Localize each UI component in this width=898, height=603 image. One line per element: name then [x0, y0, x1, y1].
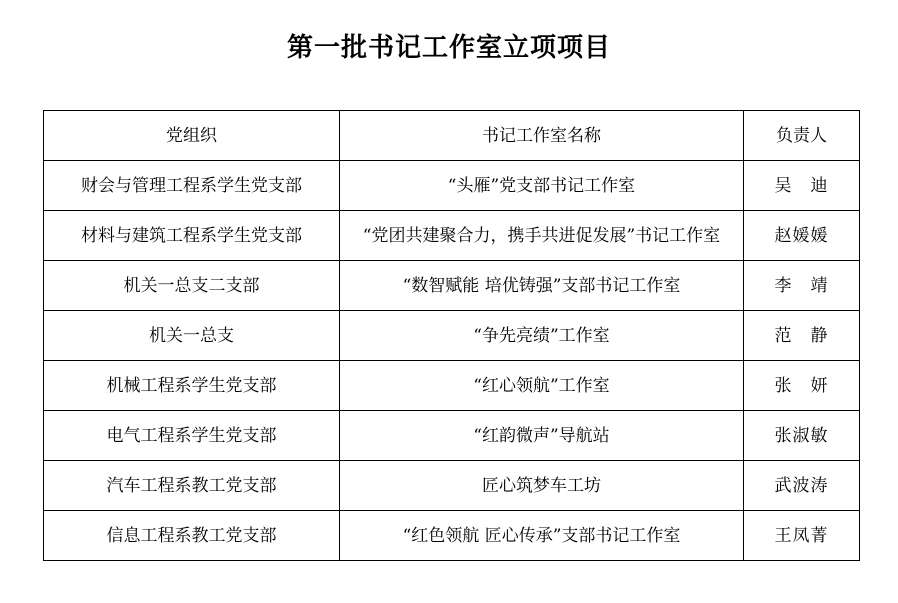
cell-party-org: 机械工程系学生党支部	[44, 361, 340, 411]
cell-lead: 范 静	[744, 311, 860, 361]
header-party-org: 党组织	[44, 111, 340, 161]
cell-party-org: 机关一总支二支部	[44, 261, 340, 311]
cell-studio-name: “红韵微声”导航站	[340, 411, 744, 461]
table-row	[44, 311, 860, 361]
cell-lead: 吴 迪	[744, 161, 860, 211]
cell-party-org: 机关一总支	[44, 311, 340, 361]
cell-studio-name: 匠心筑梦车工坊	[340, 461, 744, 511]
header-studio-name: 书记工作室名称	[340, 111, 744, 161]
table-row	[44, 461, 860, 511]
cell-studio-name: “红色领航 匠心传承”支部书记工作室	[340, 511, 744, 561]
cell-party-org: 汽车工程系教工党支部	[44, 461, 340, 511]
cell-party-org: 材料与建筑工程系学生党支部	[44, 211, 340, 261]
cell-studio-name: “争先亮绩”工作室	[340, 311, 744, 361]
cell-lead: 武波涛	[744, 461, 860, 511]
cell-studio-name: “红心领航”工作室	[340, 361, 744, 411]
cell-lead: 李 靖	[744, 261, 860, 311]
cell-lead: 赵媛媛	[744, 211, 860, 261]
table-header-row	[44, 111, 860, 161]
table-row	[44, 361, 860, 411]
header-lead: 负责人	[744, 111, 860, 161]
cell-party-org: 财会与管理工程系学生党支部	[44, 161, 340, 211]
table-row	[44, 511, 860, 561]
cell-party-org: 信息工程系教工党支部	[44, 511, 340, 561]
cell-studio-name: “数智赋能 培优铸强”支部书记工作室	[340, 261, 744, 311]
cell-studio-name: “党团共建聚合力，携手共进促发展”书记工作室	[340, 211, 744, 261]
table-row	[44, 411, 860, 461]
cell-lead: 张淑敏	[744, 411, 860, 461]
page-title: 第一批书记工作室立项项目	[286, 33, 611, 63]
table-row	[44, 261, 860, 311]
table-row	[44, 161, 860, 211]
table-row	[44, 211, 860, 261]
cell-lead: 张 妍	[744, 361, 860, 411]
cell-party-org: 电气工程系学生党支部	[44, 411, 340, 461]
cell-studio-name: “头雁”党支部书记工作室	[340, 161, 744, 211]
projects-table	[43, 110, 860, 561]
cell-lead: 王凤菁	[744, 511, 860, 561]
